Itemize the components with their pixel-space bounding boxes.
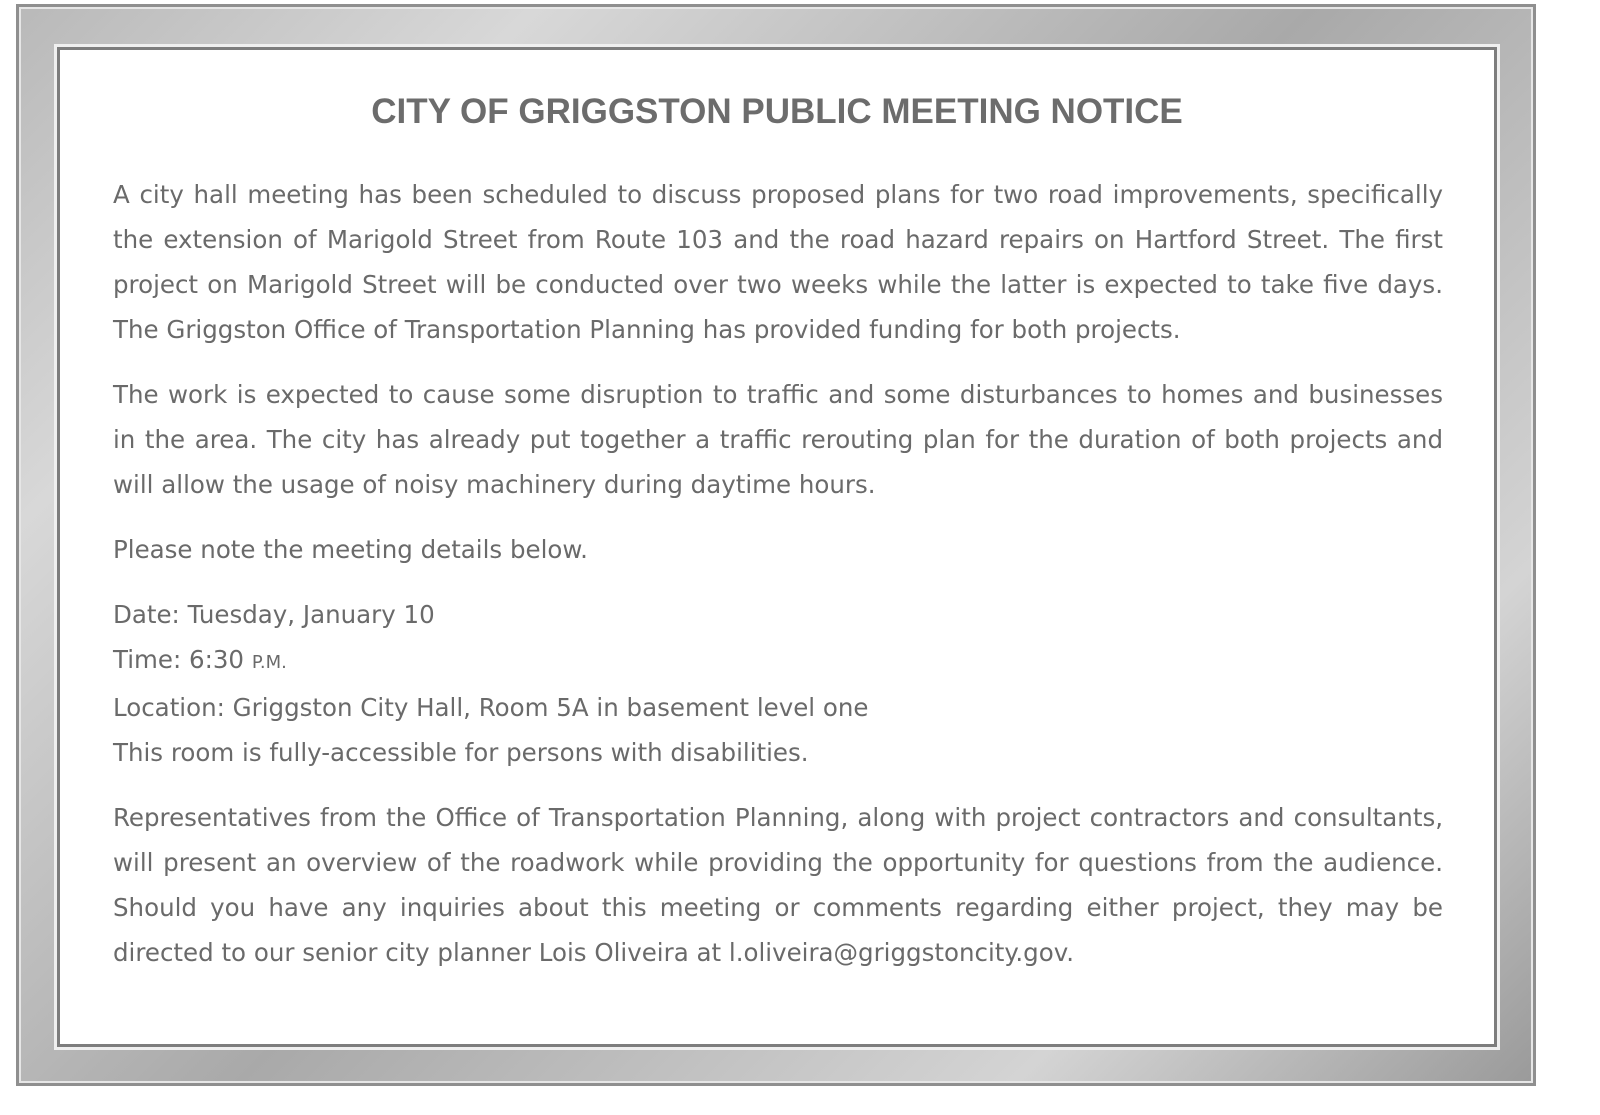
paragraph-intro: A city hall meeting has been scheduled to discuss proposed plans for two road improvements, specifically the extension of Marigold Street from Route 103 and the road hazard repairs on Hartford Street. The first project on Marigold Street will be conducted over two weeks while the latter is expected to take five days. The Griggston Office of Transportation Planning has provided funding for both projects. [113, 180, 1443, 344]
meeting-time-label: Time: 6:30 [113, 645, 252, 674]
meeting-time [113, 637, 1443, 685]
notice-title: CITY OF GRIGGSTON PUBLIC MEETING NOTICE [371, 92, 1183, 131]
notice-frame [16, 4, 1536, 1086]
paragraph-disruption: The work is expected to cause some disruption to traffic and some disturbances to homes and businesses in the area. The city has already put together a traffic rerouting plan for the duration of both projects and will allow the usage of noisy machinery during daytime hours. [113, 380, 1443, 499]
paragraph-note: Please note the meeting details below. [113, 535, 588, 564]
accessibility-note: This room is fully-accessible for persons with disabilities. [113, 738, 809, 767]
paragraph-contact: Representatives from the Office of Transportation Planning, along with project contractors and consultants, will present an overview of the roadwork while providing the opportunity for questions from the audience. Should you have any inquiries about this meeting or comments regarding either project, they may be directed to our senior city planner Lois Oliveira at l.oliveira@griggstoncity.gov. [113, 803, 1443, 967]
notice-body [113, 172, 1443, 995]
meeting-details [113, 592, 1443, 775]
meeting-location: Location: Griggston City Hall, Room 5A in basement level one [113, 693, 869, 722]
meeting-time-suffix: P.M. [251, 652, 287, 673]
meeting-date: Date: Tuesday, January 10 [113, 600, 435, 629]
notice-panel [57, 47, 1497, 1047]
